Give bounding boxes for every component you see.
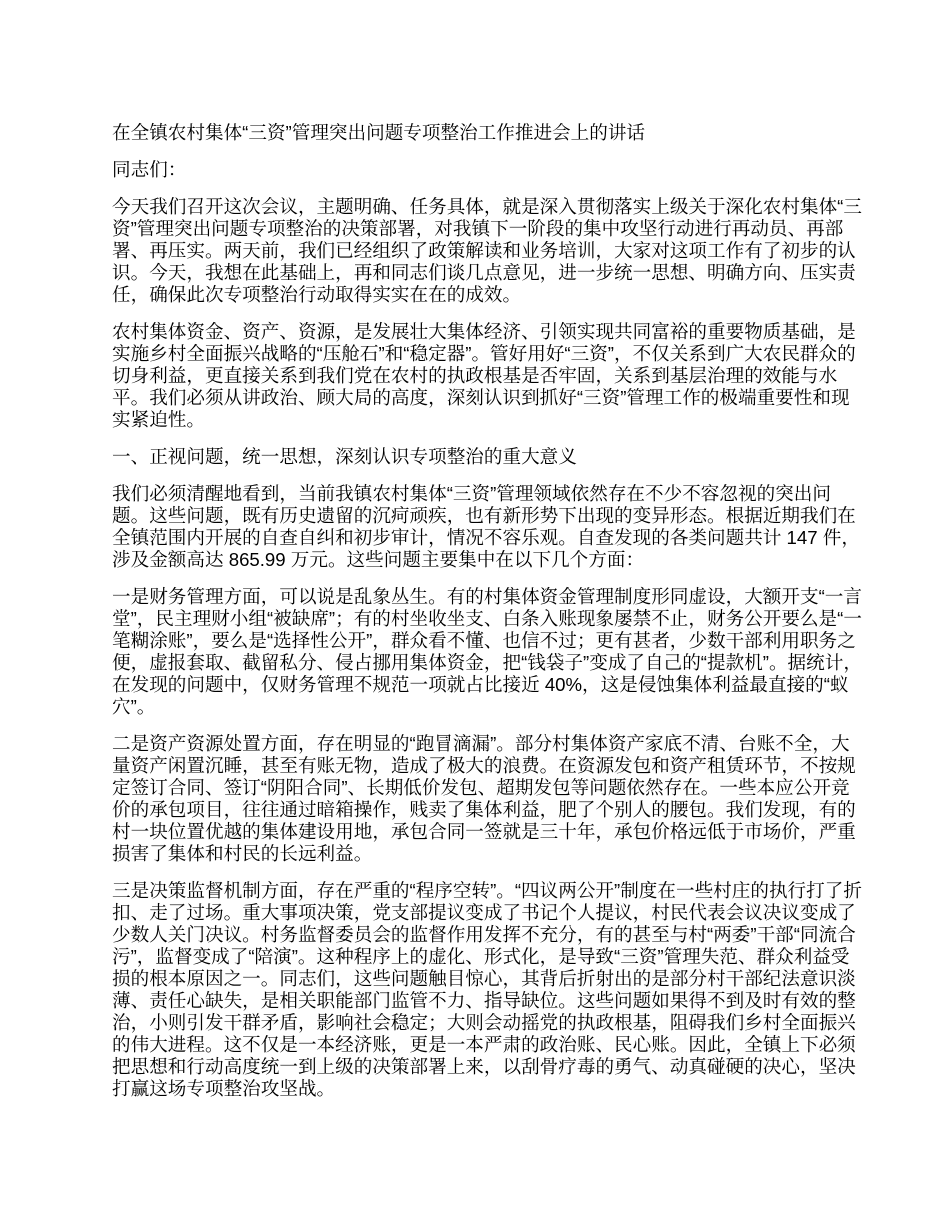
document-body: [112, 196, 862, 1100]
section-heading: 一、正视问题，统一思想，深刻认识专项整治的重大意义: [112, 446, 577, 467]
salutation: 同志们：: [112, 159, 187, 180]
paragraph: 一是财务管理方面，可以说是乱象丛生。有的村集体资金管理制度形同虚设，大额开支“一言堂”，民主理财小组“被缺席”；有的村坐收坐支、白条入账现象屡禁不止，财务公开要么是“一笔糊涂账”，要么是“选择性公开”，群众看不懂、也信不过；更有甚者，少数干部利用职务之便，虚报套取、截留私分、侵占挪用集体资金，把“钱袋子”变成了自己的“提款机”。据统计，在发现的问题中，仅财务管理不规范一项就占比接近 40%，这是侵蚀集体利益最直接的“蚁穴”。: [112, 586, 862, 717]
paragraph: 二是资产资源处置方面，存在明显的“跑冒滴漏”。部分村集体资产家底不清、台账不全，大量资产闲置沉睡，甚至有账无物，造成了极大的浪费。在资源发包和资产租赁环节，不按规定签订合同、签订“阴阳合同”、长期低价发包、超期发包等问题依然存在。一些本应公开竞价的承包项目，往往通过暗箱操作，贱卖了集体利益，肥了个别人的腰包。我们发现，有的村一块位置优越的集体建设用地，承包合同一签就是三十年，承包价格远低于市场价，严重损害了集体和村民的长远利益。: [112, 733, 856, 864]
paragraph: 三是决策监督机制方面，存在严重的“程序空转”。“四议两公开”制度在一些村庄的执行打了折扣、走了过场。重大事项决策，党支部提议变成了书记个人提议，村民代表会议决议变成了少数人关门决议。村务监督委员会的监督作用发挥不充分，有的甚至与村“两委”干部“同流合污”，监督变成了“陪演”。这种程序上的虚化、形式化，是导致“三资”管理失范、群众利益受损的根本原因之一。同志们，这些问题触目惊心，其背后折射出的是部分村干部纪法意识淡薄、责任心缺失，是相关职能部门监管不力、指导缺位。这些问题如果得不到及时有效的整治，小则引发干群矛盾，影响社会稳定；大则会动摇党的执政根基，阻碍我们乡村全面振兴的伟大进程。这不仅是一本经济账，更是一本严肃的政治账、民心账。因此，全镇上下必须把思想和行动高度统一到上级的决策部署上来，以刮骨疗毒的勇气、动真碰硬的决心，坚决打赢这场专项整治攻坚战。: [112, 880, 862, 1099]
document-title: 在全镇农村集体“三资”管理突出问题专项整治工作推进会上的讲话: [112, 122, 646, 143]
paragraph: 农村集体资金、资产、资源，是发展壮大集体经济、引领实现共同富裕的重要物质基础，是实施乡村全面振兴战略的“压舱石”和“稳定器”。管好用好“三资”，不仅关系到广大农民群众的切身利益，更直接关系到我们党在农村的执政根基是否牢固，关系到基层治理的效能与水平。我们必须从讲政治、顾大局的高度，深刻认识到抓好“三资”管理工作的极端重要性和现实紧迫性。: [112, 321, 856, 430]
paragraph: 我们必须清醒地看到，当前我镇农村集体“三资”管理领域依然存在不少不容忽视的突出问题。这些问题，既有历史遗留的沉疴顽疾，也有新形势下出现的变异形态。根据近期我们在全镇范围内开展的自查自纠和初步审计，情况不容乐观。自查发现的各类问题共计 147 件，涉及金额高达 865.99 万元。这些问题主要集中在以下几个方面：: [112, 483, 860, 570]
paragraph: 今天我们召开这次会议，主题明确、任务具体，就是深入贯彻落实上级关于深化农村集体“三资”管理突出问题专项整治的决策部署，对我镇下一阶段的集中攻坚行动进行再动员、再部署、再压实。两天前，我们已经组织了政策解读和业务培训，大家对这项工作有了初步的认识。今天，我想在此基础上，再和同志们谈几点意见，进一步统一思想、明确方向、压实责任，确保此次专项整治行动取得实实在在的成效。: [112, 196, 862, 305]
